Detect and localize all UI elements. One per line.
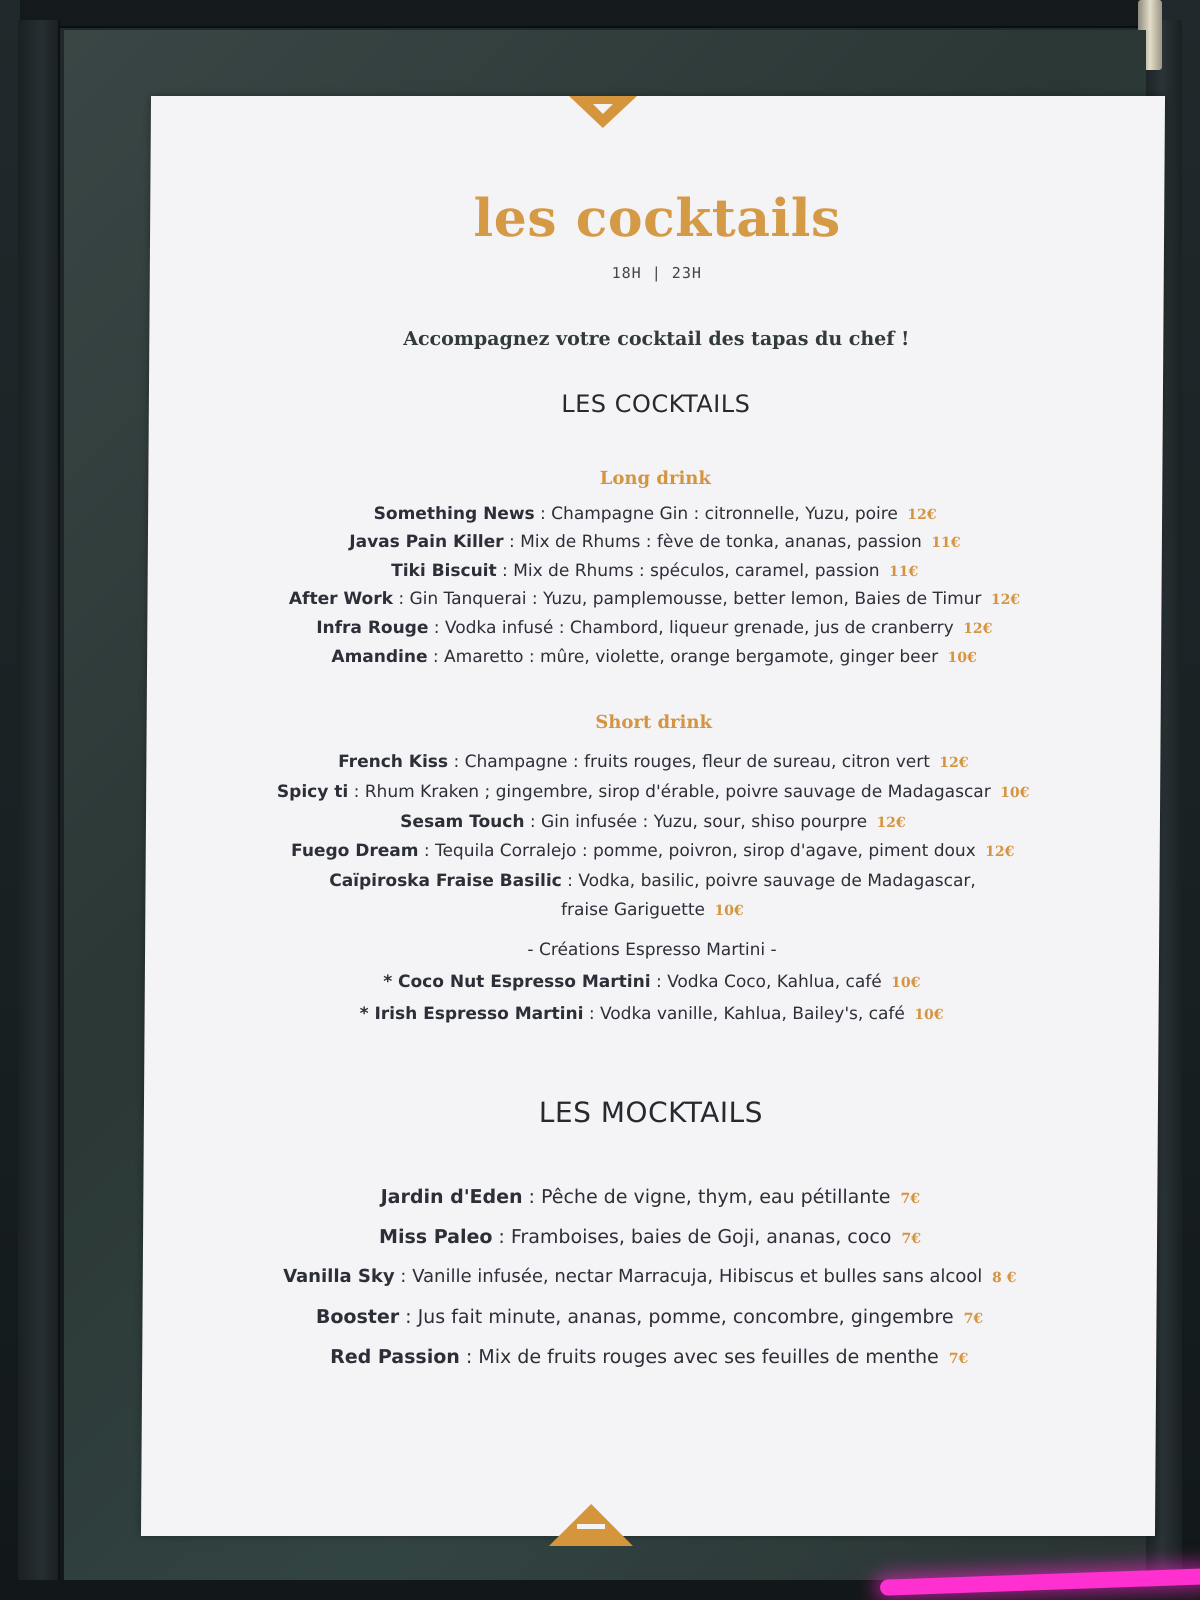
- menu-page: [141, 96, 1165, 1536]
- item-description: : Mix de fruits rouges avec ses feuilles de menthe: [459, 1346, 939, 1368]
- item-description: : Jus fait minute, ananas, pomme, concombre, gingembre: [399, 1306, 954, 1328]
- triangle-ornament-top-inner: [593, 104, 613, 114]
- menu-item: [143, 1226, 1157, 1248]
- item-price: 7€: [948, 1351, 969, 1367]
- menu-item: [146, 841, 1160, 861]
- item-description: : Vodka infusé : Chambord, liqueur grenade, jus de cranberry: [428, 618, 954, 638]
- item-description: : Mix de Rhums : fève de tonka, ananas, passion: [503, 532, 922, 552]
- item-price: 8 €: [992, 1270, 1017, 1286]
- menu-item: [146, 812, 1160, 832]
- item-name: French Kiss: [338, 752, 449, 772]
- item-description: : Vanille infusée, nectar Marracuja, Hibiscus et bulles sans alcool: [394, 1266, 983, 1287]
- item-price: 12€: [985, 844, 1015, 860]
- menu-item: [145, 972, 1159, 992]
- item-description: : Champagne : fruits rouges, fleur de sureau, citron vert: [448, 752, 930, 772]
- menu-title: les cocktails: [473, 188, 842, 249]
- item-name: Booster: [315, 1306, 400, 1328]
- item-name: Jardin d'Eden: [380, 1186, 523, 1208]
- item-name: Javas Pain Killer: [349, 532, 504, 552]
- item-description: : Gin Tanquerai : Yuzu, pamplemousse, better lemon, Baies de Timur: [392, 589, 982, 609]
- item-name: Red Passion: [330, 1346, 460, 1368]
- menu-item: [143, 1186, 1157, 1208]
- item-description: : Mix de Rhums : spéculos, caramel, passion: [496, 561, 880, 581]
- menu-item: [142, 1306, 1156, 1328]
- long-drink-heading: Long drink: [599, 468, 711, 489]
- item-description: : Framboises, baies de Goji, ananas, coco: [492, 1226, 892, 1248]
- item-name: Caïpiroska Fraise Basilic: [329, 871, 562, 891]
- item-description: : Vodka vanille, Kahlua, Bailey's, café: [583, 1004, 905, 1024]
- opening-hours: 18H | 23H: [611, 264, 702, 282]
- item-description: : Tequila Corralejo : pomme, poivron, sirop d'agave, piment doux: [418, 841, 976, 861]
- item-description: : Gin infusée : Yuzu, sour, shiso pourpre: [524, 812, 868, 832]
- item-description: : Champagne Gin : citronnelle, Yuzu, poire: [534, 504, 898, 524]
- item-price: 7€: [963, 1311, 984, 1327]
- menu-item: [147, 647, 1161, 667]
- item-name: Spicy ti: [276, 782, 349, 802]
- item-description: fraise Gariguette: [560, 900, 706, 920]
- item-price: 12€: [907, 507, 937, 523]
- item-price: 7€: [900, 1191, 921, 1207]
- menu-item: [148, 504, 1162, 524]
- item-price: 10€: [1000, 785, 1030, 801]
- item-price: 12€: [990, 592, 1021, 608]
- menu-item: [142, 1346, 1156, 1368]
- item-name: Vanilla Sky: [283, 1266, 395, 1287]
- item-price: 12€: [939, 755, 969, 771]
- menu-item: [146, 752, 1160, 772]
- item-name: After Work: [288, 589, 394, 609]
- menu-item: [148, 561, 1162, 581]
- menu-item: [145, 871, 1159, 891]
- menu-item: [146, 782, 1160, 802]
- item-name: Fuego Dream: [291, 841, 419, 861]
- folder-spine-left: [18, 20, 60, 1580]
- item-price: 11€: [931, 535, 961, 551]
- cocktails-heading: LES COCKTAILS: [561, 390, 751, 418]
- item-name: Sesam Touch: [400, 812, 525, 832]
- item-description: : Amaretto : mûre, violette, orange bergamote, ginger beer: [427, 647, 939, 667]
- item-price: 11€: [888, 564, 919, 580]
- item-description: : Pêche de vigne, thym, eau pétillante: [522, 1186, 891, 1208]
- item-name: Miss Paleo: [379, 1226, 493, 1248]
- menu-item: [143, 1266, 1157, 1287]
- menu-item: [147, 589, 1161, 609]
- item-price: 10€: [914, 1007, 944, 1023]
- item-name: Infra Rouge: [316, 618, 429, 638]
- triangle-ornament-bottom-inner: [577, 1524, 605, 1529]
- item-name: * Irish Espresso Martini: [359, 1004, 584, 1024]
- item-price: 10€: [891, 975, 921, 991]
- item-price: 12€: [963, 621, 993, 637]
- item-description: : Rhum Kraken ; gingembre, sirop d'érable, poivre sauvage de Madagascar: [348, 782, 991, 802]
- item-price: 7€: [901, 1231, 922, 1247]
- menu-item-continued: [145, 900, 1159, 920]
- item-description: : Vodka Coco, Kahlua, café: [650, 972, 882, 992]
- item-price: 12€: [876, 815, 906, 831]
- item-name: * Coco Nut Espresso Martini: [383, 972, 651, 992]
- item-name: Amandine: [331, 647, 428, 667]
- item-price: 10€: [947, 650, 977, 666]
- menu-item: [145, 1004, 1159, 1024]
- short-drink-heading: Short drink: [595, 712, 713, 733]
- item-name: Something News: [373, 504, 535, 524]
- menu-item: [147, 618, 1161, 638]
- item-description: : Vodka, basilic, poivre sauvage de Madagascar,: [561, 871, 976, 891]
- espresso-heading: - Créations Espresso Martini -: [527, 940, 777, 960]
- item-price: 10€: [714, 903, 744, 919]
- folder-top-edge: [20, 0, 1160, 28]
- menu-item: [148, 532, 1162, 552]
- item-name: Tiki Biscuit: [391, 561, 497, 581]
- mocktails-heading: LES MOCKTAILS: [538, 1096, 764, 1129]
- tagline: Accompagnez votre cocktail des tapas du chef !: [403, 328, 910, 350]
